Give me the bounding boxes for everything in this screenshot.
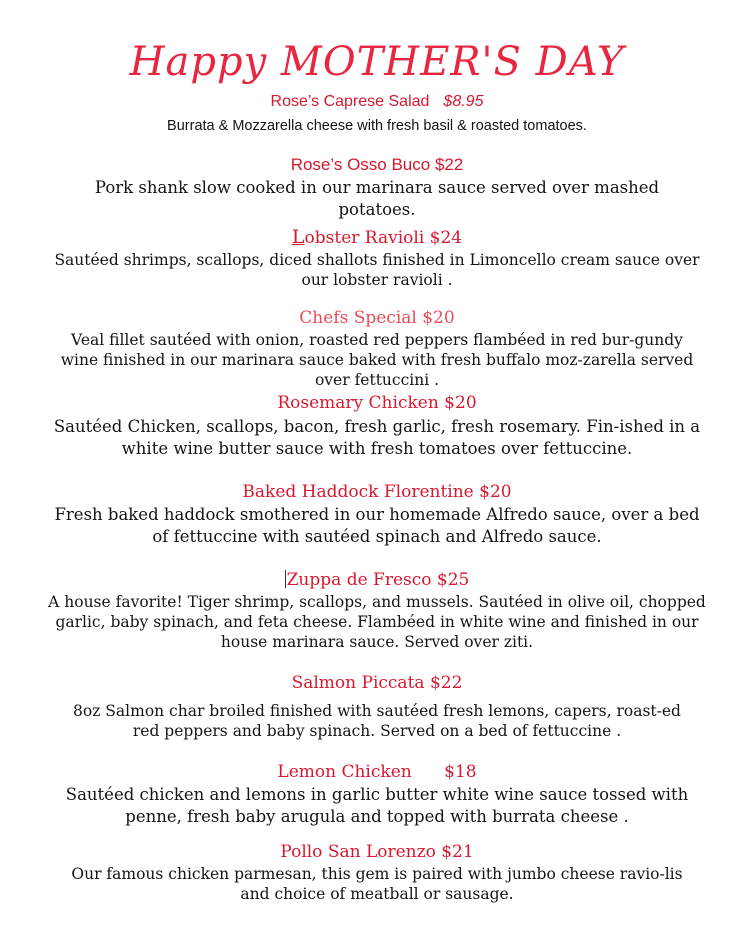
menu-item-lemon-chicken: [40, 761, 714, 828]
item-description: 8oz Salmon char broiled finished with sautéed fresh lemons, capers, roast-ed red peppers and baby spinach. Served on a bed of fettuccine .: [73, 702, 681, 740]
item-title: Zuppa de Fresco $25: [286, 570, 470, 590]
item-name: [40, 569, 714, 591]
item-name: Rose’s Osso Buco $22: [290, 155, 464, 174]
item-description: Sautéed shrimps, scallops, diced shallots finished in Limoncello cream sauce over our lobster ravioli .: [54, 251, 700, 289]
menu-item-chefs-special: [40, 307, 714, 390]
item-description: Our famous chicken parmesan, this gem is paired with jumbo cheese ravio-lis and choice of meatball or sausage.: [71, 865, 683, 903]
text-cursor: [285, 570, 286, 588]
item-name: Salmon Piccata $22: [291, 673, 463, 693]
item-title-rest: obster Ravioli $24: [304, 228, 463, 248]
menu-item-osso-buco: [40, 154, 714, 221]
item-description: Fresh baked haddock smothered in our homemade Alfredo sauce, over a bed of fettuccine with sautéed spinach and Alfredo sauce.: [54, 505, 700, 546]
item-name: [40, 226, 714, 249]
item-name: [40, 91, 714, 113]
page-title: Happy MOTHER'S DAY: [129, 39, 625, 85]
menu-item-lobster-ravioli: [40, 226, 714, 290]
item-name: Lemon Chicken $18: [277, 762, 477, 782]
item-name: Chefs Special $20: [299, 308, 455, 328]
item-price: $8.95: [443, 93, 484, 110]
item-description: Veal fillet sautéed with onion, roasted red peppers flambéed in red bur-gundy wine finished in our marinara sauce baked with fresh buffalo moz-zarella served over fettuccini .: [60, 331, 694, 389]
item-title-initial: L: [291, 226, 305, 248]
item-description: Pork shank slow cooked in our marinara sauce served over mashed potatoes.: [94, 178, 660, 219]
menu-item-baked-haddock: [40, 481, 714, 548]
item-description: Sautéed Chicken, scallops, bacon, fresh garlic, fresh rosemary. Fin-ished in a white wine butter sauce with fresh tomatoes over fettuccine.: [53, 417, 701, 458]
item-name: Pollo San Lorenzo $21: [280, 842, 474, 862]
menu-item-salmon-piccata: [40, 672, 714, 741]
item-name: Rosemary Chicken $20: [277, 393, 477, 413]
item-description: Sautéed chicken and lemons in garlic butter white wine sauce tossed with penne, fresh baby arugula and topped with burrata cheese .: [65, 785, 689, 826]
item-description: Burrata & Mozzarella cheese with fresh basil & roasted tomatoes.: [167, 118, 587, 134]
item-title: Rose’s Caprese Salad: [270, 93, 430, 110]
item-description: A house favorite! Tiger shrimp, scallops, and mussels. Sautéed in olive oil, chopped garlic, baby spinach, and feta cheese. Flambéed in white wine and finished in our house marinara sauce. Served over ziti.: [48, 593, 706, 651]
menu-item-caprese-salad: [40, 91, 714, 136]
menu-item-rosemary-chicken: [40, 392, 714, 460]
menu-item-pollo-san-lorenzo: [40, 841, 714, 904]
item-name: Baked Haddock Florentine $20: [242, 482, 512, 502]
menu-item-zuppa-de-fresco: [40, 569, 714, 652]
